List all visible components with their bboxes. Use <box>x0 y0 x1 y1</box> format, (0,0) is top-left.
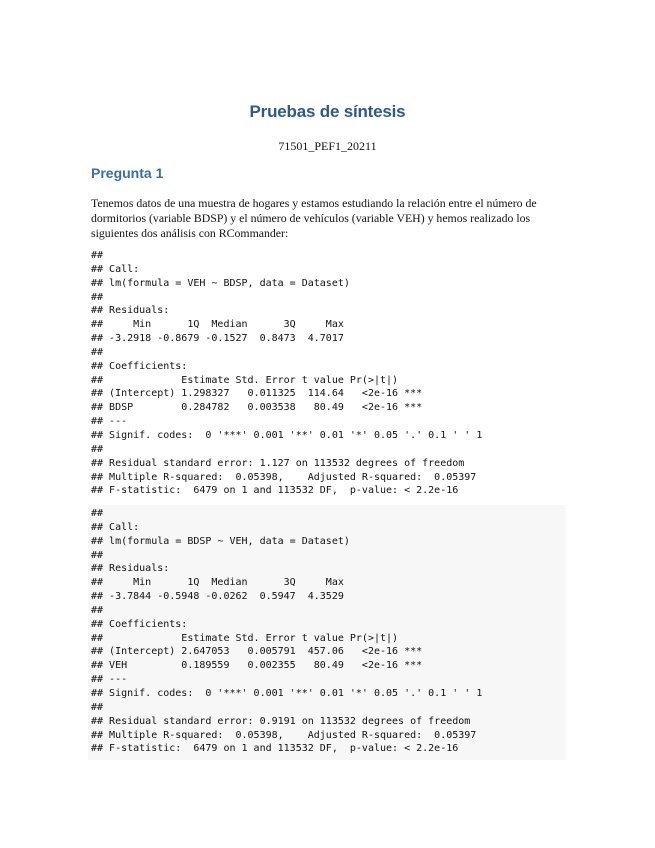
code-line: ## Signif. codes: 0 '***' 0.001 '**' 0.01 '*' 0.05 '.' 0.1 ' ' 1 <box>91 687 483 699</box>
code-line: ## Residuals: <box>91 305 170 317</box>
r-output-block-2 <box>88 505 566 760</box>
code-line: ## VEH 0.189559 0.002355 80.49 <2e-16 *** <box>91 660 423 672</box>
code-line: ## lm(formula = BDSP ~ VEH, data = Dataset) <box>91 535 350 547</box>
code-line: ## (Intercept) 2.647053 0.005791 457.06 <2e-16 *** <box>91 646 423 658</box>
code-line: ## Coefficients: <box>91 618 188 630</box>
question-paragraph: Tenemos datos de una muestra de hogares y estamos estudiando la relación entre el número de dormitorios (variable BDSP) y el número de vehículos (variable VEH) y hemos realizado los siguientes dos análisis con RCommander: <box>91 196 537 240</box>
code-line: ## Residual standard error: 0.9191 on 113532 degrees of freedom <box>91 715 471 727</box>
code-line: ## <box>91 250 104 261</box>
code-line: ## BDSP 0.284782 0.003538 80.49 <2e-16 *** <box>91 402 423 414</box>
code-line: ## --- <box>91 416 128 428</box>
code-line: ## <box>91 443 104 455</box>
code-line: ## <box>91 291 104 303</box>
code-line: ## Call: <box>91 521 140 533</box>
code-line: ## Estimate Std. Error t value Pr(>|t|) <box>91 632 399 644</box>
code-line: ## <box>91 604 104 616</box>
code-line: ## Multiple R-squared: 0.05398, Adjusted R-squared: 0.05397 <box>91 471 477 483</box>
r-output-block-1 <box>88 249 566 498</box>
code-line: ## F-statistic: 6479 on 1 and 113532 DF, p-value: < 2.2e-16 <box>91 485 459 497</box>
code-line: ## -3.2918 -0.8679 -0.1527 0.8473 4.7017 <box>91 333 344 345</box>
code-line: ## Call: <box>91 263 140 275</box>
code-line: ## Signif. codes: 0 '***' 0.001 '**' 0.01 '*' 0.05 '.' 0.1 ' ' 1 <box>91 429 483 441</box>
section-heading: Pregunta 1 <box>91 165 164 181</box>
code-line: ## Coefficients: <box>91 360 188 372</box>
code-line: ## <box>91 701 104 713</box>
code-line: ## Estimate Std. Error t value Pr(>|t|) <box>91 374 399 386</box>
code-line: ## --- <box>91 674 128 686</box>
code-line: ## <box>91 508 104 519</box>
code-line: ## -3.7844 -0.5948 -0.0262 0.5947 4.3529 <box>91 591 344 603</box>
code-line: ## lm(formula = VEH ~ BDSP, data = Dataset) <box>91 277 350 289</box>
code-line: ## Min 1Q Median 3Q Max <box>91 577 344 589</box>
code-line: ## <box>91 549 104 561</box>
code-line: ## Min 1Q Median 3Q Max <box>91 319 344 331</box>
document-title: Pruebas de síntesis <box>249 102 406 121</box>
code-line: ## Residuals: <box>91 563 170 575</box>
document-subtitle: 71501_PEF1_20211 <box>278 139 377 153</box>
code-line: ## (Intercept) 1.298327 0.011325 114.64 <2e-16 *** <box>91 388 423 400</box>
code-line: ## Residual standard error: 1.127 on 113532 degrees of freedom <box>91 457 465 469</box>
code-line: ## Multiple R-squared: 0.05398, Adjusted R-squared: 0.05397 <box>91 729 477 741</box>
code-line: ## <box>91 346 104 358</box>
code-line: ## F-statistic: 6479 on 1 and 113532 DF, p-value: < 2.2e-16 <box>91 743 459 755</box>
